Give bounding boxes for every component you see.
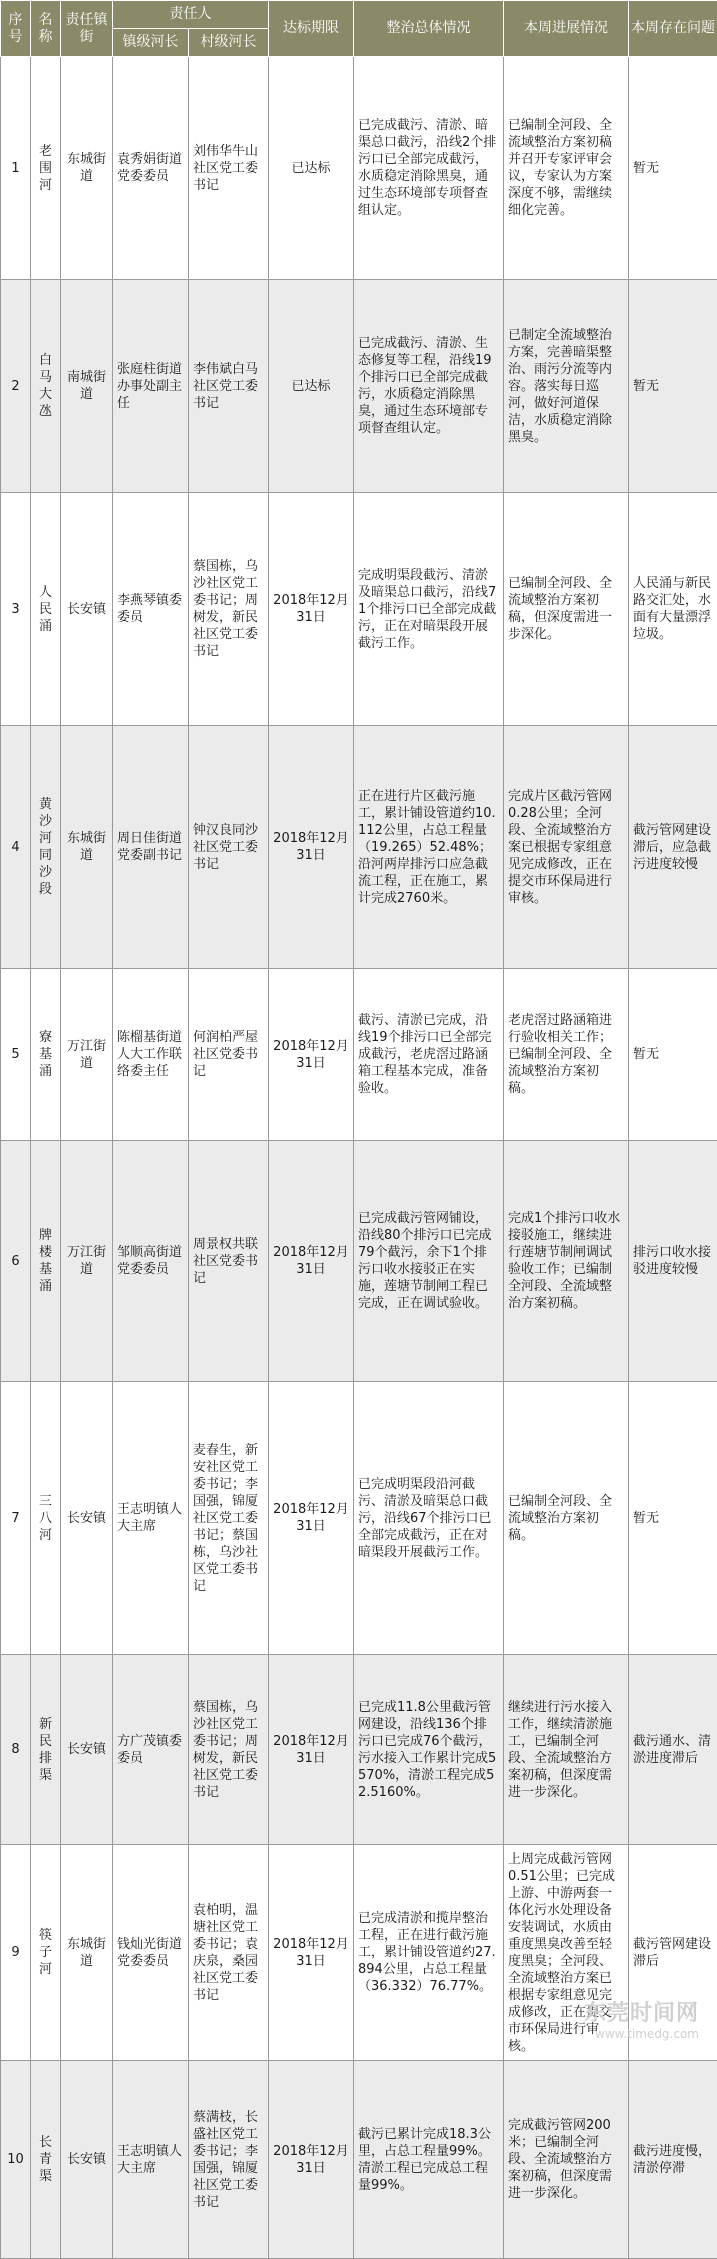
- cell-progress: 完成截污管网200米；已编制全河段、全流域整治方案初稿，但深度需进一步深化。: [504, 2061, 629, 2259]
- cell-name: 老围河: [31, 57, 61, 280]
- cell-issues: 人民涌与新民路交汇处，水面有大量漂浮垃圾。: [629, 493, 717, 726]
- cell-overview: 已完成明渠段沿河截污、清淤及暗渠总口截污，沿线67个排污口已全部完成截污，正在对暗渠段开展截污工作。: [354, 1382, 504, 1655]
- header-deadline: 达标期限: [269, 1, 354, 57]
- watermark: [584, 1996, 699, 2041]
- cell-idx: 4: [1, 726, 31, 969]
- cell-town: 长安镇: [61, 2061, 113, 2259]
- watermark-url: www.timedg.com: [584, 2027, 699, 2041]
- cell-name: 三八河: [31, 1382, 61, 1655]
- header-idx: 序号: [1, 1, 31, 57]
- cell-issues: 暂无: [629, 969, 717, 1141]
- cell-town-leader: 陈榴基街道人大工作联络委主任: [113, 969, 189, 1141]
- cell-progress: 已编制全河段、全流域整治方案初稿，但深度需进一步深化。: [504, 493, 629, 726]
- table-header: [1, 1, 717, 57]
- cell-overview: 已完成清淤和揽岸整治工程，正在进行截污施工，累计铺设管道约27.894公里，占总工程量（36.332）76.77%。: [354, 1845, 504, 2061]
- cell-name: 寮基涌: [31, 969, 61, 1141]
- cell-village-leader: 何润柏严屋社区党委书记: [189, 969, 269, 1141]
- header-name: 名称: [31, 1, 61, 57]
- cell-idx: 9: [1, 1845, 31, 2061]
- cell-town-leader: 王志明镇人大主席: [113, 1382, 189, 1655]
- cell-issues: 截污管网建设滞后: [629, 1845, 717, 2061]
- cell-name: 白马大氹: [31, 280, 61, 493]
- cell-issues: 截污通水、清淤进度滞后: [629, 1655, 717, 1845]
- table-row: [1, 2061, 717, 2259]
- cell-village-leader: 蔡国栋，乌沙社区党工委书记；周树发，新民社区党工委书记: [189, 1655, 269, 1845]
- cell-town: 东城街道: [61, 1845, 113, 2061]
- cell-idx: 2: [1, 280, 31, 493]
- cell-progress: 上周完成截污管网0.51公里；已完成上游、中游两套一体化污水处理设备安装调试，水质由重度黑臭改善至轻度黑臭；全河段、全流域整治方案已根据专家组意见完成修改，正在提交市环保局进行审核。: [504, 1845, 629, 2061]
- cell-deadline: 2018年12月31日: [269, 1655, 354, 1845]
- cell-idx: 3: [1, 493, 31, 726]
- cell-town: 南城街道: [61, 280, 113, 493]
- cell-town: 东城街道: [61, 57, 113, 280]
- cell-town-leader: 王志明镇人大主席: [113, 2061, 189, 2259]
- cell-idx: 10: [1, 2061, 31, 2259]
- header-overview: 整治总体情况: [354, 1, 504, 57]
- cell-name: 长青渠: [31, 2061, 61, 2259]
- cell-issues: 排污口收水接驳进度较慢: [629, 1141, 717, 1382]
- cell-progress: 已制定全流域整治方案，完善暗渠整治、雨污分流等内容。落实每日巡河，做好河道保洁，水质稳定消除黑臭。: [504, 280, 629, 493]
- cell-town: 东城街道: [61, 726, 113, 969]
- cell-town: 万江街道: [61, 1141, 113, 1382]
- cell-overview: 截污已累计完成18.3公里，占总工程量99%。清淤工程已完成总工程量99%。: [354, 2061, 504, 2259]
- cell-issues: 暂无: [629, 57, 717, 280]
- cell-overview: 完成明渠段截污、清淤及暗渠总口截污，沿线71个排污口已全部完成截污，正在对暗渠段开展截污工作。: [354, 493, 504, 726]
- header-village-leader: 村级河长: [189, 29, 269, 57]
- watermark-logo: 东莞时间网: [584, 1996, 699, 2027]
- cell-progress: 完成1个排污口收水接驳施工，继续进行莲塘节制闸调试验收工作；已编制全河段、全流域整治方案初稿。: [504, 1141, 629, 1382]
- cell-progress: 已编制全河段、全流域整治方案初稿。: [504, 1382, 629, 1655]
- cell-overview: 已完成截污、清淤、暗渠总口截污，沿线2个排污口已全部完成截污，水质稳定消除黑臭，通过生态环境部专项督查组认定。: [354, 57, 504, 280]
- cell-name: 牌楼基涌: [31, 1141, 61, 1382]
- cell-town-leader: 周日佳街道党委副书记: [113, 726, 189, 969]
- cell-progress: 继续进行污水接入工作，继续清淤施工，已编制全河段、全流域整治方案初稿，但深度需进一步深化。: [504, 1655, 629, 1845]
- table-row: [1, 280, 717, 493]
- cell-town-leader: 钱灿光街道党委委员: [113, 1845, 189, 2061]
- header-progress: 本周进展情况: [504, 1, 629, 57]
- cell-deadline: 2018年12月31日: [269, 1845, 354, 2061]
- cell-deadline: 2018年12月31日: [269, 2061, 354, 2259]
- cell-deadline: 已达标: [269, 280, 354, 493]
- cell-deadline: 2018年12月31日: [269, 1141, 354, 1382]
- cell-village-leader: 袁柏明，温塘社区党工委书记；袁庆泉，桑园社区党工委书记: [189, 1845, 269, 2061]
- cell-deadline: 2018年12月31日: [269, 726, 354, 969]
- cell-town-leader: 袁秀娟街道党委委员: [113, 57, 189, 280]
- cell-overview: 已完成截污、清淤、生态修复等工程，沿线19个排污口已全部完成截污，水质稳定消除黑臭，通过生态环境部专项督查组认定。: [354, 280, 504, 493]
- cell-deadline: 2018年12月31日: [269, 493, 354, 726]
- cell-village-leader: 李伟斌白马社区党工委书记: [189, 280, 269, 493]
- header-issues: 本周存在问题: [629, 1, 717, 57]
- cell-overview: 已完成截污管网铺设，沿线80个排污口已完成79个截污，余下1个排污口收水接驳正在实施，莲塘节制闸工程已完成，正在调试验收。: [354, 1141, 504, 1382]
- cell-town-leader: 方广茂镇委委员: [113, 1655, 189, 1845]
- cell-idx: 7: [1, 1382, 31, 1655]
- cell-idx: 8: [1, 1655, 31, 1845]
- cell-issues: 暂无: [629, 280, 717, 493]
- cell-name: 黄沙河同沙段: [31, 726, 61, 969]
- cell-town: 长安镇: [61, 1655, 113, 1845]
- cell-town-leader: 邹顺高街道党委委员: [113, 1141, 189, 1382]
- cell-deadline: 2018年12月31日: [269, 969, 354, 1141]
- cell-overview: 正在进行片区截污施工，累计铺设管道约10.112公里，占总工程量（19.265）52.48%；沿河两岸排污口应急截流工程，正在施工，累计完成2760米。: [354, 726, 504, 969]
- cell-idx: 5: [1, 969, 31, 1141]
- cell-progress: 完成片区截污管网0.28公里；全河段、全流域整治方案已根据专家组意见完成修改，正在提交市环保局进行审核。: [504, 726, 629, 969]
- table-row: [1, 969, 717, 1141]
- cell-village-leader: 刘伟华牛山社区党工委书记: [189, 57, 269, 280]
- cell-idx: 6: [1, 1141, 31, 1382]
- cell-issues: 截污管网建设滞后，应急截污进度较慢: [629, 726, 717, 969]
- cell-village-leader: 钟汉良同沙社区党工委书记: [189, 726, 269, 969]
- table-row: [1, 1382, 717, 1655]
- cell-deadline: 2018年12月31日: [269, 1382, 354, 1655]
- header-person: 责任人: [113, 1, 269, 29]
- header-town: 责任镇街: [61, 1, 113, 57]
- table-row: [1, 57, 717, 280]
- table-row: [1, 1141, 717, 1382]
- cell-village-leader: 蔡满枝，长盛社区党工委书记；李国强，锦厦社区党工委书记: [189, 2061, 269, 2259]
- cell-town-leader: 张庭柱街道办事处副主任: [113, 280, 189, 493]
- cell-village-leader: 周景权共联社区党委书记: [189, 1141, 269, 1382]
- cell-overview: 已完成11.8公里截污管网建设，沿线136个排污口已完成76个截污，污水接入工作累计完成5570%，清淤工程完成52.5160%。: [354, 1655, 504, 1845]
- cell-progress: 老虎滘过路涵箱进行验收相关工作；已编制全河段、全流域整治方案初稿。: [504, 969, 629, 1141]
- cell-town: 长安镇: [61, 1382, 113, 1655]
- cell-name: 筷子河: [31, 1845, 61, 2061]
- cell-town: 长安镇: [61, 493, 113, 726]
- cell-deadline: 已达标: [269, 57, 354, 280]
- cell-village-leader: 蔡国栋，乌沙社区党工委书记；周树发，新民社区党工委书记: [189, 493, 269, 726]
- cell-progress: 已编制全河段、全流域整治方案初稿并召开专家评审会议，专家认为方案深度不够，需继续细化完善。: [504, 57, 629, 280]
- cell-issues: 截污进度慢，清淤停滞: [629, 2061, 717, 2259]
- cell-name: 新民排渠: [31, 1655, 61, 1845]
- cell-idx: 1: [1, 57, 31, 280]
- table-row: [1, 1655, 717, 1845]
- cell-issues: 暂无: [629, 1382, 717, 1655]
- cell-village-leader: 麦春生，新安社区党工委书记；李国强，锦厦社区党工委书记；蔡国栋，乌沙社区党工委书记: [189, 1382, 269, 1655]
- table-row: [1, 726, 717, 969]
- cell-overview: 截污、清淤已完成，沿线19个排污口已全部完成截污，老虎滘过路涵箱工程基本完成，准备验收。: [354, 969, 504, 1141]
- cell-name: 人民涌: [31, 493, 61, 726]
- header-town-leader: 镇级河长: [113, 29, 189, 57]
- table-body: [1, 57, 717, 2259]
- cell-town: 万江街道: [61, 969, 113, 1141]
- cell-town-leader: 李燕琴镇委委员: [113, 493, 189, 726]
- table-row: [1, 493, 717, 726]
